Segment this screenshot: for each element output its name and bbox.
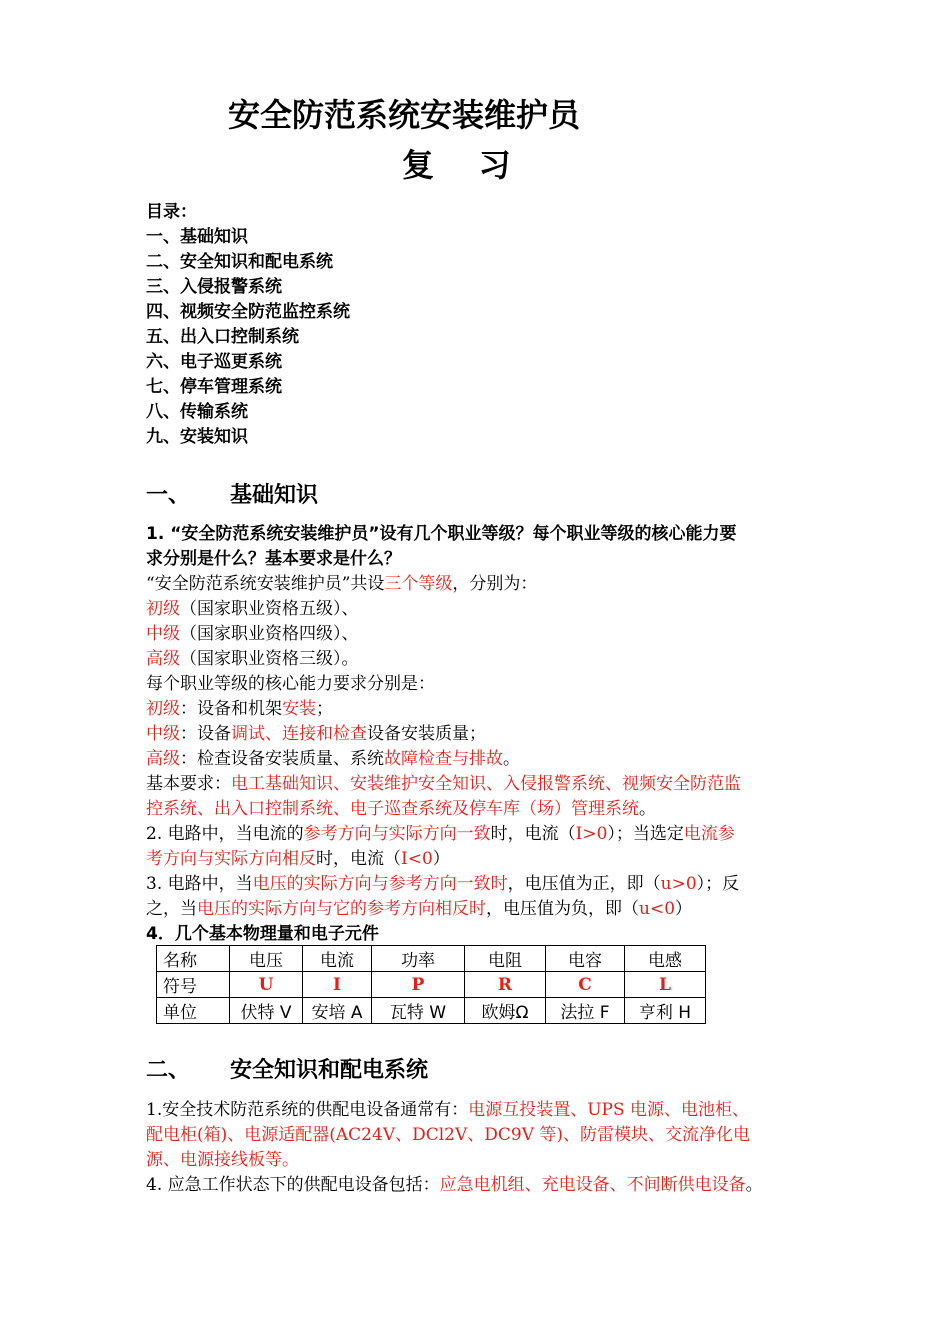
table-cell: 符号 <box>157 972 230 998</box>
quantity-table <box>156 945 706 1024</box>
text: 。 <box>745 1175 763 1195</box>
highlight: 三个等级 <box>384 574 453 594</box>
highlight: 电压的实际方向与参考方向一致时 <box>252 874 508 894</box>
page-subtitle: 复 习 <box>402 146 511 184</box>
text: 设备安装质量； <box>367 724 486 744</box>
text: 时，电流（ <box>316 849 401 869</box>
highlight: 电工基础知识、安装维护安全知识、入侵报警系统、视频安全防范监 <box>231 774 741 794</box>
text: “安全防范系统安装维护员”共设 <box>146 574 385 594</box>
text: 2. 电路中，当电流的 <box>146 824 304 844</box>
table-cell: 欧姆Ω <box>465 998 546 1024</box>
question-4-title: 4．几个基本物理量和电子元件 <box>146 924 379 944</box>
text: （国家职业资格五级）、 <box>180 599 359 619</box>
table-cell: 名称 <box>157 946 230 972</box>
highlight: 控系统、出入口控制系统、电子巡查系统及停车库（场）管理系统 <box>146 799 639 819</box>
toc-label: 目录： <box>146 202 197 222</box>
answer-line <box>146 797 741 822</box>
question-1 <box>146 522 737 572</box>
answer-line <box>146 772 741 797</box>
highlight: 调试、连接和检查 <box>231 724 367 744</box>
page-title: 安全防范系统安装维护员 <box>228 96 581 134</box>
table-cell: I <box>303 972 372 998</box>
toc-item: 二、安全知识和配电系统 <box>146 252 333 272</box>
text: ）；反 <box>696 874 740 894</box>
section-2-body <box>146 1098 763 1198</box>
table-cell: 法拉 F <box>546 998 625 1024</box>
highlight: 参考方向与实际方向一致 <box>303 824 491 844</box>
highlight: 应急电机组、充电设备、不间断供电设备 <box>439 1175 746 1195</box>
highlight: 初级 <box>146 599 180 619</box>
text: ）；当选定 <box>607 824 684 844</box>
table-cell: 亨利 H <box>625 998 706 1024</box>
table-cell: 电流 <box>303 946 372 972</box>
highlight: 安装 <box>282 699 316 719</box>
answer-line <box>146 747 741 772</box>
text: ：设备 <box>180 724 231 744</box>
answer-line <box>146 622 741 647</box>
section-heading-1 <box>146 478 318 509</box>
table-cell: 电阻 <box>465 946 546 972</box>
highlight: 高级 <box>146 749 180 769</box>
toc <box>146 200 350 450</box>
table-row <box>157 972 706 998</box>
table-row <box>157 946 706 972</box>
table-cell: 电感 <box>625 946 706 972</box>
highlight: 中级 <box>146 624 180 644</box>
toc-item: 七、停车管理系统 <box>146 377 282 397</box>
section-number: 一、 <box>146 483 191 508</box>
text: ； <box>316 699 333 719</box>
answer-line <box>146 647 741 672</box>
table-cell: C <box>546 972 625 998</box>
table-cell: U <box>230 972 303 998</box>
question-line: 1. “安全防范系统安装维护员”设有几个职业等级？每个职业等级的核心能力要 <box>146 524 737 544</box>
text: 时，电流（ <box>490 824 576 844</box>
table-cell: L <box>625 972 706 998</box>
text: 之，当 <box>146 899 197 919</box>
toc-item: 一、基础知识 <box>146 227 248 247</box>
highlight: 中级 <box>146 724 180 744</box>
text: ，电压值为负，即（ <box>486 899 639 919</box>
paragraph-line <box>146 1173 763 1198</box>
highlight: 故障检查与排故 <box>384 749 503 769</box>
question-line: 求分别是什么？基本要求是什么？ <box>146 549 401 569</box>
toc-item: 三、入侵报警系统 <box>146 277 282 297</box>
table-row <box>157 998 706 1024</box>
answer-line <box>146 697 741 722</box>
text: 4. 应急工作状态下的供配电设备包括： <box>146 1175 440 1195</box>
toc-item: 五、出入口控制系统 <box>146 327 299 347</box>
text: 基本要求： <box>146 774 231 794</box>
section-heading-2 <box>146 1053 428 1084</box>
highlight: 考方向与实际方向相反 <box>146 849 316 869</box>
text: ：检查设备安装质量、系统 <box>180 749 384 769</box>
question-3-line <box>146 872 741 897</box>
table-cell: 电容 <box>546 946 625 972</box>
answer-line <box>146 597 741 622</box>
text: 。 <box>503 749 520 769</box>
section-title: 安全知识和配电系统 <box>230 1058 429 1083</box>
question-2-line <box>146 847 741 872</box>
question-3-line <box>146 897 741 922</box>
paragraph-line: 源、电源接线板等。 <box>146 1150 299 1170</box>
text: ，分别为： <box>452 574 538 594</box>
highlight: 电源互投装置、UPS 电源、电池柜、 <box>468 1100 750 1120</box>
table-cell: 电压 <box>230 946 303 972</box>
text: 。 <box>639 799 656 819</box>
text: （国家职业资格四级）、 <box>180 624 359 644</box>
highlight: 电压的实际方向与它的参考方向相反时 <box>197 899 486 919</box>
text: ） <box>675 899 693 919</box>
answer-line <box>146 572 741 597</box>
text: ：设备和机架 <box>180 699 282 719</box>
highlight: I<0 <box>401 849 433 869</box>
highlight: 电流参 <box>683 824 735 844</box>
text: ） <box>432 849 450 869</box>
table-cell: 功率 <box>372 946 465 972</box>
answer-line: 每个职业等级的核心能力要求分别是： <box>146 674 435 694</box>
question-2-line <box>146 822 741 847</box>
highlight: u>0 <box>660 874 697 894</box>
highlight: 高级 <box>146 649 180 669</box>
paragraph-line: 配电柜(箱)、电源适配器(AC24V、DCl2V、DC9V 等)、防雷模块、交流净化电 <box>146 1125 751 1145</box>
highlight: u<0 <box>639 899 676 919</box>
answer-line <box>146 722 741 747</box>
text: （国家职业资格三级）。 <box>180 649 359 669</box>
table-cell: 瓦特 W <box>372 998 465 1024</box>
section-title: 基础知识 <box>230 483 319 508</box>
answer-1 <box>146 572 741 947</box>
text: ，电压值为正，即（ <box>507 874 661 894</box>
toc-item: 四、视频安全防范监控系统 <box>146 302 350 322</box>
toc-item: 六、电子巡更系统 <box>146 352 282 372</box>
table-cell: 伏特 V <box>230 998 303 1024</box>
text: 1.安全技术防范系统的供配电设备通常有： <box>146 1100 469 1120</box>
paragraph-line <box>146 1098 763 1123</box>
highlight: I>0 <box>575 824 608 844</box>
table-cell: P <box>372 972 465 998</box>
highlight: 初级 <box>146 699 180 719</box>
table-cell: R <box>465 972 546 998</box>
table-cell: 单位 <box>157 998 230 1024</box>
toc-item: 九、安装知识 <box>146 427 248 447</box>
table-cell: 安培 A <box>303 998 372 1024</box>
text: 3. 电路中，当 <box>146 874 253 894</box>
section-number: 二、 <box>146 1058 191 1083</box>
toc-item: 八、传输系统 <box>146 402 248 422</box>
